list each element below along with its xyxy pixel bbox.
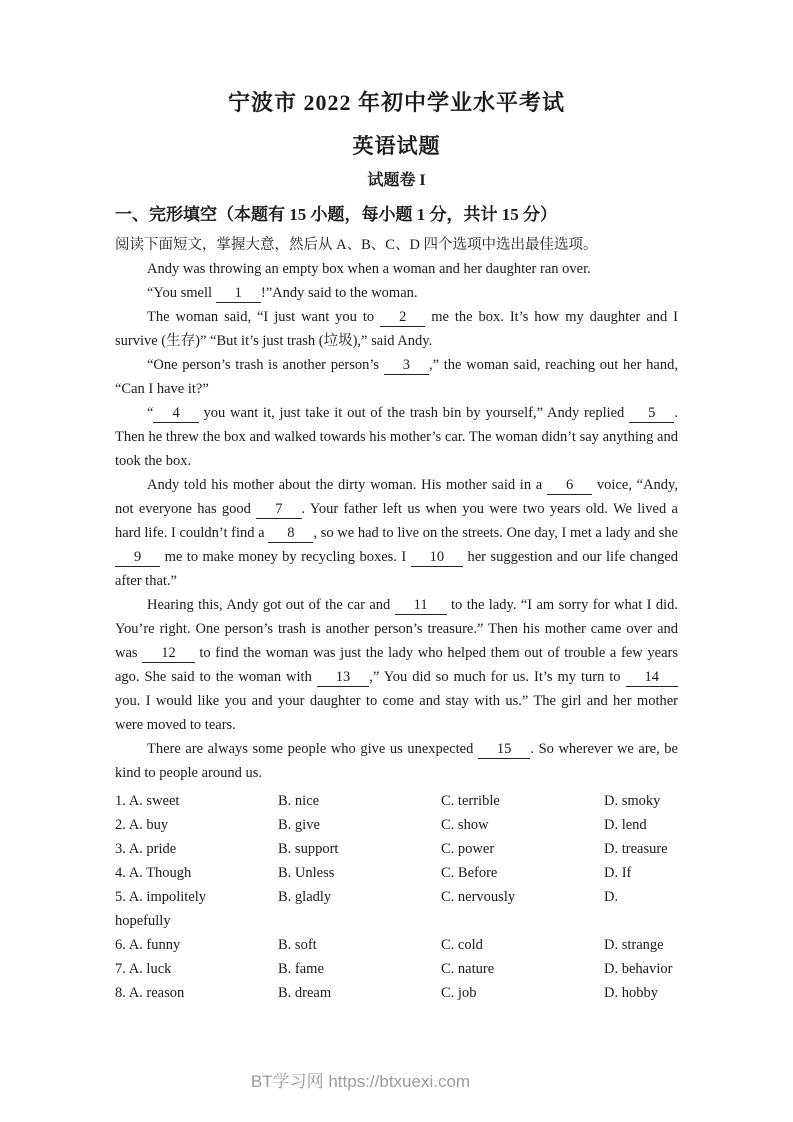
cloze-blank-5: 5	[629, 405, 674, 423]
passage-paragraph-7: Hearing this, Andy got out of the car and 11 to the lady. “I am sorry for what I did. You’re right. One person’s trash is another person’s treasure.” Then his mother came over and was 12 to find the woman was just the lady who helped them out of trouble a few years ago. She said to the woman with 13 ,” You did so much for us. It’s my turn to 14 you. I would like you and your daughter to come and stay with us.” The girl and her mother were moved to tears.	[115, 597, 679, 733]
cloze-blank-11: 11	[395, 597, 447, 615]
option-cell: C. cold	[441, 937, 483, 953]
cloze-blank-10: 10	[411, 549, 464, 567]
option-cell: 6. A. funny	[115, 937, 181, 953]
options-row-7	[115, 957, 678, 981]
cloze-blank-9: 9	[115, 549, 160, 567]
options-list	[115, 789, 678, 1005]
exam-title: 宁波市 2022 年初中学业水平考试	[227, 90, 565, 115]
passage-paragraph-1: Andy was throwing an empty box when a woman and her daughter ran over.	[147, 261, 591, 277]
options-row-5-wrap	[115, 909, 678, 933]
option-cell: B. fame	[278, 961, 324, 977]
option-cell: D. lend	[604, 817, 647, 833]
option-cell: 7. A. luck	[115, 961, 172, 977]
option-cell: C. terrible	[441, 793, 500, 809]
passage-paragraph-6: Andy told his mother about the dirty woman. His mother said in a 6 voice, “Andy, not everyone has good 7 . Your father left us when you were two years old. We lived a hard life. I couldn’t find a 8 , so we had to live on the streets. One day, I met a lady and she 9 me to make money by recycling boxes. I 10 her suggestion and our life changed after that.”	[115, 477, 679, 589]
option-cell: C. nervously	[441, 889, 516, 905]
section-instructions: 阅读下面短文，掌握大意，然后从 A、B、C、D 四个选项中选出最佳选项。	[115, 237, 598, 253]
option-cell: B. Unless	[278, 865, 335, 881]
cloze-blank-3: 3	[384, 357, 429, 375]
passage-paragraph-3: The woman said, “I just want you to 2 me the box. It’s how my daughter and I survive (生存)” “But it’s just trash (垃圾),” said Andy.	[115, 309, 679, 349]
watermark-footer: BT学习网 https://btxuexi.com	[250, 1072, 471, 1091]
cloze-blank-13: 13	[317, 669, 370, 687]
option-cell: D. smoky	[604, 793, 661, 809]
option-cell: D. hobby	[604, 985, 658, 1001]
option-cell: 4. A. Though	[115, 865, 192, 881]
option-cell: D. behavior	[604, 961, 673, 977]
option-cell: C. power	[441, 841, 495, 857]
option-cell: hopefully	[115, 913, 171, 929]
option-cell: 8. A. reason	[115, 985, 185, 1001]
paper-volume-label: 试题卷 I	[367, 172, 426, 189]
option-cell: C. show	[441, 817, 489, 833]
cloze-blank-15: 15	[478, 741, 531, 759]
passage-paragraph-2: “You smell 1 !”Andy said to the woman.	[147, 285, 418, 301]
option-cell: C. nature	[441, 961, 495, 977]
cloze-blank-6: 6	[547, 477, 592, 495]
cloze-blank-14: 14	[626, 669, 679, 687]
option-cell: C. Before	[441, 865, 498, 881]
option-cell: B. support	[278, 841, 339, 857]
section-heading: 一、完形填空（本题有 15 小题，每小题 1 分，共计 15 分）	[115, 205, 557, 224]
option-cell: B. give	[278, 817, 320, 833]
option-cell: 2. A. buy	[115, 817, 169, 833]
option-cell: B. gladly	[278, 889, 332, 905]
option-cell: D.	[604, 889, 619, 905]
passage-paragraph-4: “One person’s trash is another person’s 3 ,” the woman said, reaching out her hand, “Can I have it?”	[115, 357, 678, 397]
option-cell: D. If	[604, 865, 632, 881]
cloze-blank-2: 2	[380, 309, 425, 327]
cloze-blank-4: 4	[153, 405, 198, 423]
option-cell: D. strange	[604, 937, 664, 953]
options-row-6	[115, 933, 678, 957]
cloze-passage	[115, 257, 678, 785]
options-row-4	[115, 861, 678, 885]
cloze-blank-1: 1	[216, 285, 261, 303]
cloze-blank-12: 12	[142, 645, 195, 663]
passage-paragraph-5: “ 4 you want it, just take it out of the trash bin by yourself,” Andy replied 5 . Then he threw the box and walked towards his mother’s car. The woman didn’t say anything and took the box.	[115, 405, 678, 469]
option-cell: 1. A. sweet	[115, 793, 180, 809]
options-row-2	[115, 813, 678, 837]
options-row-3	[115, 837, 678, 861]
exam-subtitle: 英语试题	[352, 134, 441, 158]
option-cell: B. nice	[278, 793, 320, 809]
options-row-5	[115, 885, 678, 909]
option-cell: B. soft	[278, 937, 317, 953]
cloze-blank-7: 7	[256, 501, 301, 519]
options-row-8	[115, 981, 678, 1005]
option-cell: 3. A. pride	[115, 841, 177, 857]
option-cell: 5. A. impolitely	[115, 889, 207, 905]
cloze-blank-8: 8	[268, 525, 313, 543]
passage-paragraph-8: There are always some people who give us unexpected 15 . So wherever we are, be kind to people around us.	[115, 741, 678, 781]
option-cell: C. job	[441, 985, 477, 1001]
option-cell: B. dream	[278, 985, 332, 1001]
option-cell: D. treasure	[604, 841, 668, 857]
options-row-1	[115, 789, 678, 813]
